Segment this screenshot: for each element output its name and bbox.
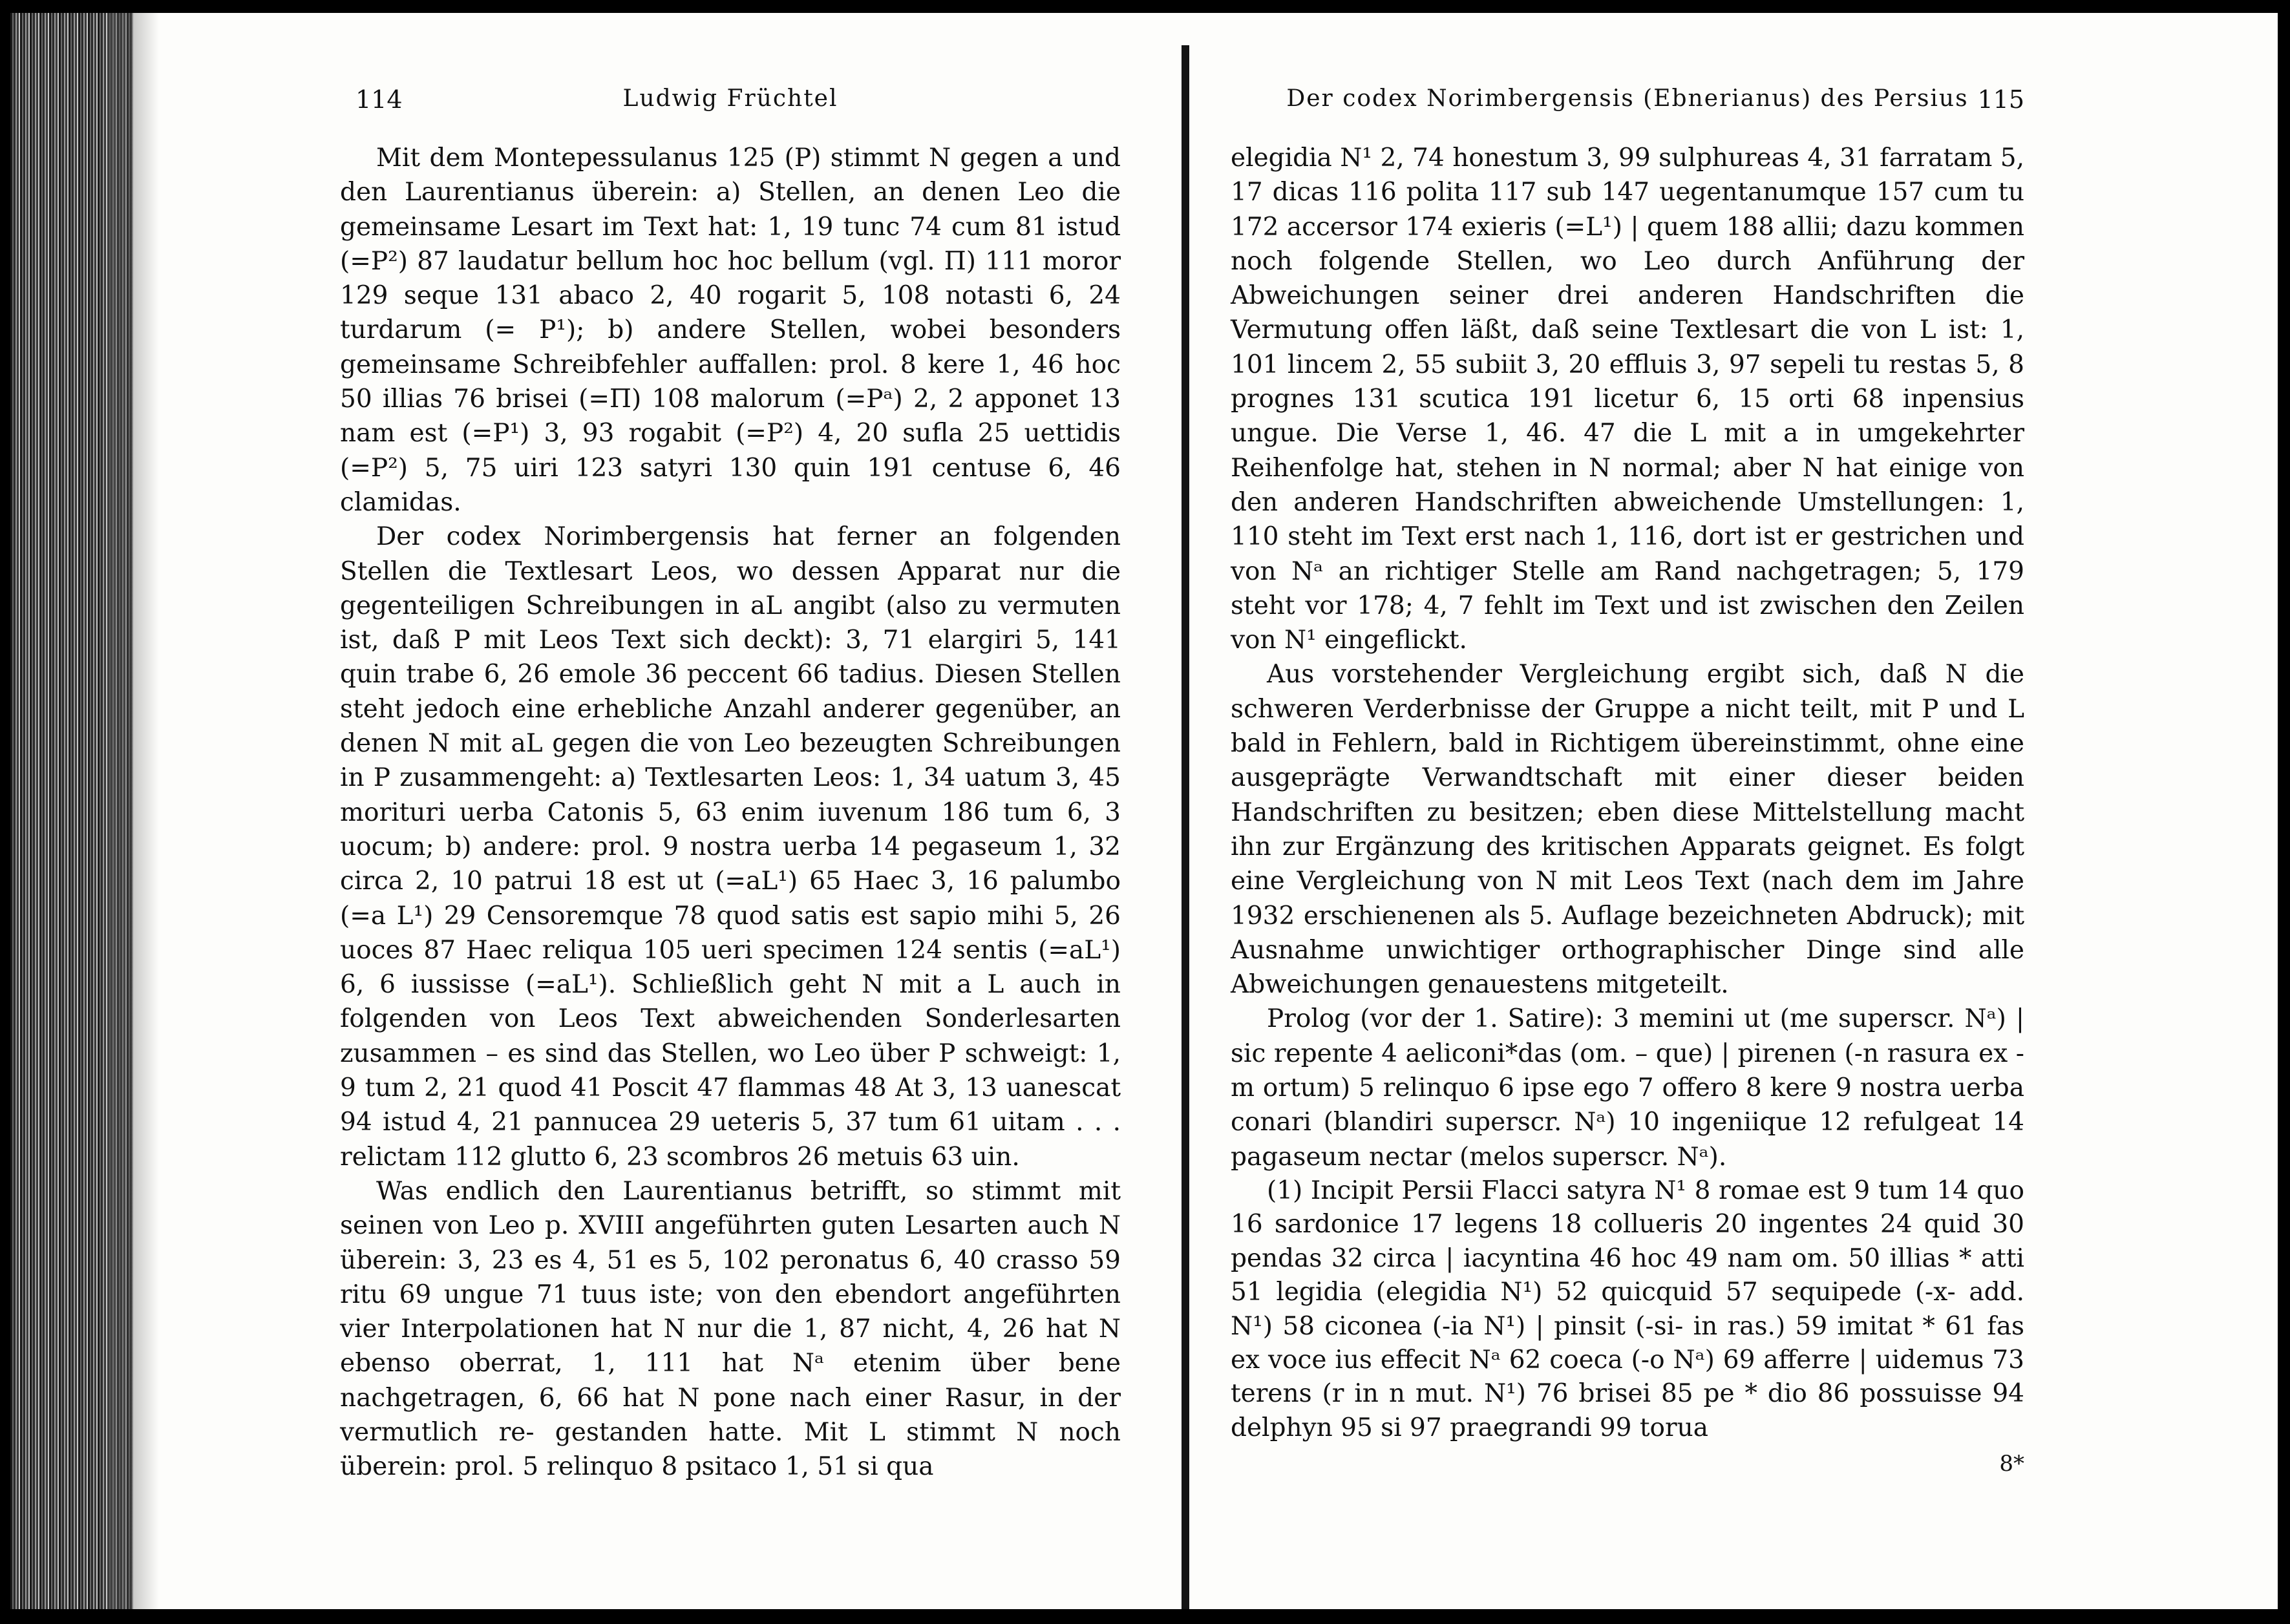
page-number: 114 [355,85,403,114]
paragraph: (1) Incipit Persii Flacci satyra N¹ 8 romae est 9 tum 14 quo 16 sardonice 17 legens 18 collueris 20 ingentes 24 quid 30 pendas 32 circa | iacyntina 46 hoc 49 nam om. 50 illias * atti 51 legidia (elegidia N¹) 52 quicquid 57 sequipede (-x- add. N¹) 58 ciconea (-ia N¹) | pinsit (-si- in ras.) 59 imitat * 61 fas ex voce ius effecit Nᵃ 62 coeca (-o Nᵃ) 69 afferre | uidemus 73 terens (r in n mut. N¹) 76 brisei 85 pe * dio 86 possuisse 94 delphyn 95 si 97 praegrandi 99 torua [1231,1176,2024,1442]
right-page-body [1231,141,2024,1445]
paragraph: Der codex Norimbergensis hat ferner an folgenden Stellen die Textlesart Leos, wo dessen Apparat nur die gegenteiligen Schreibungen in aL angibt (also zu vermuten ist, daß P mit Leos Text sich deckt): 3, 71 elargiri 5, 141 quin trabe 6, 26 emole 36 peccent 66 tadius. Diesen Stellen steht jedoch eine erhebliche Anzahl anderer gegenüber, an denen N mit aL gegen die von Leo bezeugten Schreibungen in P zusammengeht: a) Textlesarten Leos: 1, 34 uatum 3, 45 morituri uerba Catonis 5, 63 enim iuvenum 186 tum 6, 3 uocum; b) andere: prol. 9 nostra uerba 14 pegaseum 1, 32 circa 2, 10 patrui 18 est ut (=aL¹) 65 Haec 3, 16 palumbo (=a L¹) 29 Censoremque 78 quod satis est sapio mihi 5, 26 uoces 87 Haec reliqua 105 ueri specimen 124 sentis (=aL¹) 6, 6 iussisse (=aL¹). Schließlich geht N mit a L auch in folgenden von Leos Text abweichenden Sonderlesarten zusammen – es sind das Stellen, wo Leo über P schweigt: 1, 9 tum 2, 21 quod 41 Poscit 47 flammas 48 At 3, 13 uanescat 94 istud 4, 21 pannucea 29 ueteris 5, 37 tum 61 uitam . . . relictam 112 glutto 6, 23 scombros 26 metuis 63 uin. [340,522,1121,1172]
signature-mark: 8* [1999,1451,2024,1477]
right-page-header [1231,85,2024,124]
running-head: Ludwig Früchtel [622,85,838,112]
paragraph: elegidia N¹ 2, 74 honestum 3, 99 sulphureas 4, 31 farratam 5, 17 dicas 116 polita 117 sub 147 uegentanumque 157 cum tu 172 accersor 174 exieris (=L¹) | quem 188 allii; dazu kommen noch folgende Stellen, wo Leo durch Anführung der Abweichungen seiner drei anderen Handschriften die Vermutung offen läßt, daß seine Textlesart die von L ist: 1, 101 lincem 2, 55 subiit 3, 20 effluis 3, 97 sepeli tu restas 5, 8 prognes 131 scutica 191 licetur 6, 15 orti 68 inpensius ungue. Die Verse 1, 46. 47 die L mit a in umgekehrter Reihenfolge hat, stehen in N normal; aber N hat einige von den anderen Handschriften abweichende Umstellungen: 1, 110 steht im Text erst nach 1, 116, dort ist er gestrichen und von Nᵃ an richtiger Stelle am Rand nachgetragen; 5, 179 steht vor 178; 4, 7 fehlt im Text und ist zwischen den Zeilen von N¹ eingeflickt. [1231,143,2024,655]
paragraph: Was endlich den Laurentianus betrifft, so stimmt mit seinen von Leo p. XVIII angeführten guten Lesarten auch N überein: 3, 23 es 4, 51 es 5, 102 peronatus 6, 40 crasso 59 ritu 69 ungue 71 tuus iste; von den ebendort angeführten vier Interpolationen hat N nur die 1, 87 nicht, 4, 26 hat N ebenso oberrat, 1, 111 hat Nᵃ etenim über bene nachgetragen, 6, 66 hat N pone nach einer Rasur, in der vermutlich re- gestanden hatte. Mit L stimmt N noch überein: prol. 5 relinquo 8 psitaco 1, 51 si qua [340,1176,1121,1482]
page-number: 115 [1977,85,2024,114]
left-page-header [340,85,1121,124]
book-spine [1182,45,1189,1609]
scan-edge-fade [107,13,159,1609]
paragraph: Aus vorstehender Vergleichung ergibt sich, daß N die schweren Verderbnisse der Gruppe a nicht teilt, mit P und L bald in Fehlern, bald in Richtigem übereinstimmt, ohne eine ausgeprägte Verwandtschaft mit einer dieser beiden Handschriften zu besitzen; eben diese Mittelstellung macht ihn zur Ergänzung des kritischen Apparats geignet. Es folgt eine Vergleichung von N mit Leos Text (nach dem im Jahre 1932 erschienenen als 5. Auflage bezeichneten Abdruck); mit Ausnahme unwichtiger orthographischer Dinge sind alle Abweichungen genauestens mitgeteilt. [1231,660,2024,1000]
running-head: Der codex Norimbergensis (Ebnerianus) des Persius [1286,85,1969,112]
paragraph: Mit dem Montepessulanus 125 (P) stimmt N gegen a und den Laurentianus überein: a) Stellen, an denen Leo die gemeinsame Lesart im Text hat: 1, 19 tunc 74 cum 81 istud (=P²) 87 laudatur bellum hoc hoc bellum (vgl. Π) 111 moror 129 seque 131 abaco 2, 40 rogarit 5, 108 notasti 6, 24 turdarum (= P¹); b) andere Stellen, wobei besonders gemeinsame Schreibfehler auffallen: prol. 8 kere 1, 46 hoc 50 illias 76 brisei (=Π) 108 malorum (=Pᵃ) 2, 2 apponet 13 nam est (=P¹) 3, 93 rogabit (=P²) 4, 20 sufla 25 uettidis (=P²) 5, 75 uiri 123 satyri 130 quin 191 centuse 6, 46 clamidas. [340,143,1121,517]
paragraph: Prolog (vor der 1. Satire): 3 memini ut (me superscr. Nᵃ) | sic repente 4 aeliconi*das (om. – que) | pirenen (-n rasura ex -m ortum) 5 relinquo 6 ipse ego 7 offero 8 kere 9 nostra uerba conari (blandiri superscr. Nᵃ) 10 ingeniique 12 refulgeat 14 pagaseum nectar (melos superscr. Nᵃ). [1231,1004,2024,1172]
left-page-body [340,141,1121,1484]
book-spread [10,13,2278,1609]
